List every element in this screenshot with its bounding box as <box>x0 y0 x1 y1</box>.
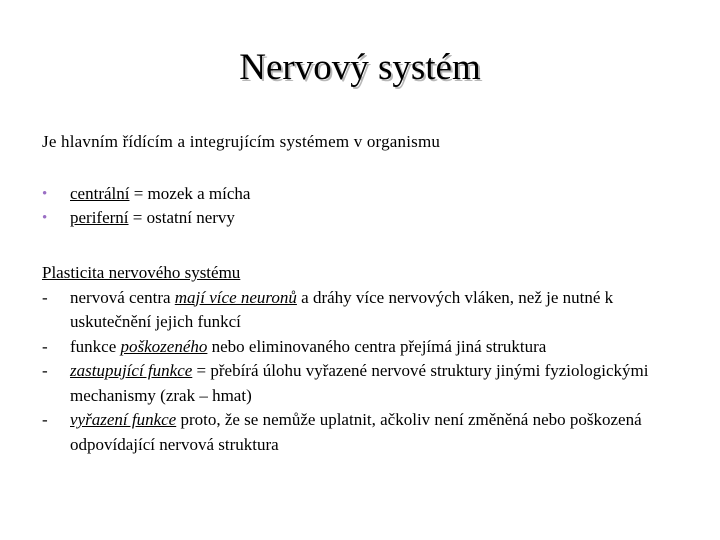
item-post: nebo eliminovaného centra přejímá jiná struktura <box>207 336 547 356</box>
bullet-term: periferní <box>70 208 129 227</box>
nervous-system-parts-list <box>42 182 250 230</box>
list-item <box>42 286 692 335</box>
dash-marker: - <box>42 361 48 380</box>
dash-marker: - <box>42 287 48 307</box>
item-emphasis: vyřazení funkce <box>70 410 177 429</box>
item-emphasis: zastupující funkce <box>70 361 193 380</box>
plasticity-section <box>42 261 692 457</box>
item-emphasis: mají více neuronů <box>174 287 297 307</box>
dash-marker: - <box>42 336 48 356</box>
bullet-term: centrální <box>70 184 130 203</box>
item-post: a dráhy více nervových vláken, než je nutné k uskutečnění jejich funkcí <box>70 287 614 331</box>
item-text <box>70 335 692 360</box>
item-pre: nervová centra <box>70 287 175 307</box>
list-item <box>42 359 692 408</box>
list-item <box>42 408 692 457</box>
item-emphasis: poškozeného <box>120 336 208 356</box>
item-text <box>70 286 692 335</box>
bullet-rest: = mozek a mícha <box>129 184 251 203</box>
list-item-peripheral <box>42 206 250 230</box>
list-item-central <box>42 182 250 206</box>
item-pre: funkce <box>70 336 121 356</box>
dash-marker: - <box>42 410 48 429</box>
bullet-icon: • <box>42 210 48 226</box>
bullet-rest: = ostatní nervy <box>128 208 235 227</box>
bullet-text <box>70 182 250 206</box>
item-post: = přebírá úlohu vyřazené nervové struktury jinými fyziologickými mechanismy (zrak – hmat) <box>70 361 649 405</box>
slide-title: Nervový systém <box>239 47 481 88</box>
item-post: proto, že se nemůže uplatnit, ačkoliv není změněná nebo poškozená odpovídající nervová struktura <box>70 410 642 454</box>
item-text <box>70 408 692 457</box>
list-item <box>42 335 692 360</box>
item-text <box>70 359 692 408</box>
intro-text: Je hlavním řídícím a integrujícím systémem v organismu <box>42 132 441 151</box>
bullet-icon: • <box>42 186 48 202</box>
section-heading: Plasticita nervového systému <box>42 263 241 282</box>
bullet-text <box>70 206 235 230</box>
